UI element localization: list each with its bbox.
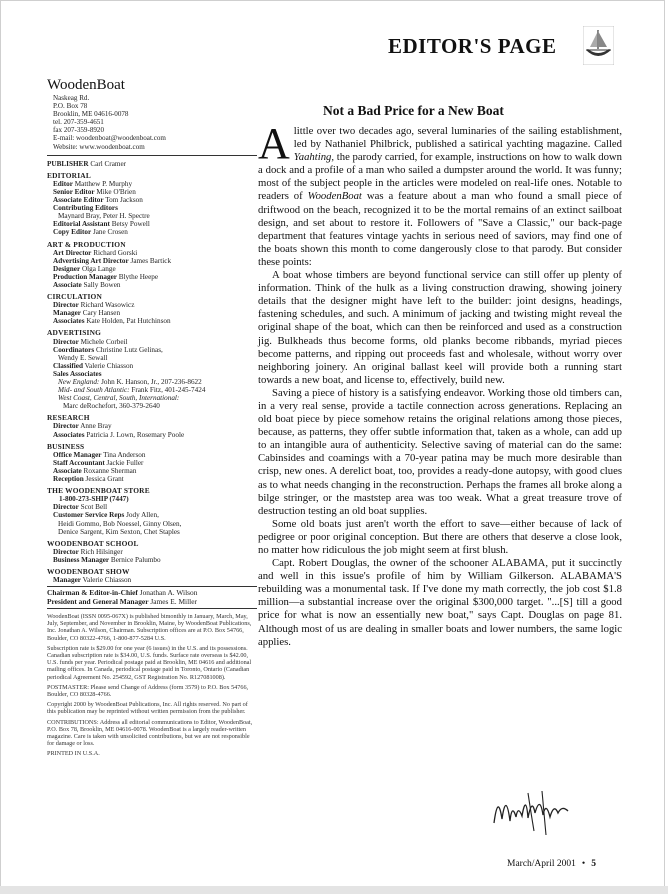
staff-name: Betsy Powell	[111, 220, 150, 229]
role-label: Associates	[53, 430, 85, 439]
publisher-name: Carl Cramer	[90, 159, 127, 168]
advertising-heading: ADVERTISING	[47, 328, 102, 338]
address-line: fax 207-359-8920	[53, 126, 105, 135]
staff-name: Jackie Fuller	[106, 458, 144, 467]
staff-name: John K. Hanson, Jr., 207-236-8622	[101, 378, 202, 386]
role-label: Editorial Assistant	[53, 220, 110, 229]
staff-name: Valerie Chiasson	[82, 576, 132, 585]
staff-name: Jessica Grant	[85, 475, 124, 484]
role-label: Customer Service Reps	[53, 511, 125, 520]
staff-name: Bernice Palumbo	[110, 555, 161, 564]
address-line: Website: www.woodenboat.com	[53, 142, 145, 151]
page-footer	[507, 859, 596, 869]
printed-notice: PRINTED IN U.S.A.	[47, 750, 100, 758]
role-label: Editor	[53, 179, 73, 188]
address-line: tel. 207-359-4651	[53, 118, 104, 127]
staff-name: Anne Bray	[80, 422, 112, 431]
staff-name: James E. Miller	[150, 596, 197, 606]
staff-name: Olga Lange	[81, 264, 116, 273]
fine-print	[47, 613, 257, 758]
role-label: Business Manager	[53, 555, 110, 564]
masthead	[47, 77, 257, 761]
circulation-heading: CIRCULATION	[47, 292, 103, 302]
staff-name: Matthew P. Murphy	[74, 179, 133, 188]
role-label: Designer	[53, 264, 81, 273]
editorial-heading: EDITORIAL	[47, 170, 91, 180]
drop-cap: A	[258, 119, 290, 168]
store-phone: 1-800-273-SHIP (7447)	[59, 495, 129, 504]
paragraph: Some old boats just aren't worth the effort to save—either because of lack of pedigree or poor original conception. But there are others that deserve a close look, no matter how ridiculous the job might seem at first blush.	[258, 517, 622, 556]
page-number: 5	[591, 859, 596, 869]
article-body	[258, 119, 622, 649]
address-block	[47, 94, 257, 151]
show-heading: WOODENBOAT SHOW	[47, 566, 130, 576]
text-run: little over two decades ago, several luminaries of the sailing establishment, led by Nathaniel Philbrick, published a satirical yachting magazine. Called	[293, 125, 622, 151]
divider	[47, 155, 257, 156]
staff-name: Tom Jackson	[105, 196, 143, 205]
staff-name: Kate Holden, Pat Hutchinson	[86, 317, 171, 326]
subscription-notice: Subscription rate is $29.00 for one year (6 issues) in the U.S. and its possessions. Canadian subscription rate is $34.00, U.S. funds. Surface rate overseas is $42.00, U.S. funds per year. Periodical postage paid at Brooklin, ME 04616 and additional mailing offices. In Canada, periodical postage paid in Toronto, Ontario (Canadian periodical Agreement No. 254592, GST Registration No. R127081008).	[47, 644, 252, 681]
role-label: Copy Editor	[53, 228, 92, 237]
viewer-bottom-bar	[0, 886, 668, 894]
bullet: •	[581, 859, 586, 869]
role-label: Associates	[53, 317, 85, 326]
role-label: Advertising Art Director	[53, 256, 129, 265]
postmaster-notice: POSTMASTER: Please send Change of Address (form 3579) to P.O. Box 54766, Boulder, CO 80328-4766.	[47, 683, 249, 698]
paragraph	[258, 119, 622, 269]
role-label: Sales Associates	[53, 369, 102, 378]
role-label: Coordinators	[53, 345, 95, 354]
copyright-notice: Copyright 2000 by WoodenBoat Publications, Inc. All rights reserved. No part of this publication may be reprinted without written permission from the publisher.	[47, 701, 248, 716]
business-heading: BUSINESS	[47, 441, 85, 451]
staff-name: Michele Corbeil	[80, 337, 128, 346]
staff-name: Patricia J. Lown, Rosemary Poole	[86, 430, 185, 439]
role-label: Reception	[53, 475, 84, 484]
text-run: the parody carried, for example, instructions on how to walk down a dock and a profile of a man who sailed a dumpster around the world. It was funny; most of the subject people in the articles were modeled on real-life ones. Notable to readers of	[258, 151, 622, 203]
staff-name: Roxanne Sherman	[83, 466, 137, 475]
role-label: Senior Editor	[53, 187, 95, 196]
article-title: Not a Bad Price for a New Boat	[323, 103, 504, 118]
role-label: Director	[53, 422, 79, 431]
staff-name: Jane Crosen	[92, 228, 128, 237]
staff-name: Marc deRochefort, 360-379-2640	[63, 402, 160, 411]
role-label: President and General Manager	[47, 596, 149, 606]
brand-name: WoodenBoat	[47, 77, 125, 93]
publisher-line	[47, 160, 257, 168]
staff-name: Heidi Gommo, Bob Noessel, Ginny Olsen,	[58, 519, 182, 528]
staff-name: Tina Anderson	[103, 450, 146, 459]
staff-name: Mike O'Brien	[96, 187, 136, 196]
text-run: was a feature about a man who found a small piece of driftwood on the beach, recognized it to be the mortal remains of an extinct sailboat design, and set about to restore it. Followers of "Save a Classic," our back-page department that features vintage yachts in serious need of saviors, may find one of the boats shown this month to come dangerously close to that parody. But consider these points:	[258, 190, 622, 268]
staff-name: Wendy E. Sewall	[58, 353, 108, 362]
publication-notice: WoodenBoat (ISSN 0095-067X) is published bimonthly in January, March, May, July, September, and November in Brooklin, Maine, by WoodenBoat Publications, Inc. Jonathan A. Wilson, Chairman. Subscription offices are at P.O. Box 54766, Boulder, CO 80322-4766, 1-800-877-5284 U.S.	[47, 612, 252, 642]
address-line: P.O. Box 78	[53, 102, 88, 111]
region-label: West Coast, Central, South, International:	[58, 394, 180, 403]
store-heading: THE WOODENBOAT STORE	[47, 486, 150, 496]
role-label: Associate Editor	[53, 196, 104, 205]
address-line: Naskeag Rd.	[53, 94, 90, 102]
role-label: Manager	[53, 576, 81, 585]
role-label: Manager	[53, 309, 81, 318]
staff-name: Richard Gorski	[93, 248, 138, 257]
staff-name: Frank Fitz, 401-245-7424	[131, 386, 206, 395]
issue-date: March/April 2001	[507, 859, 576, 869]
staff-name: Christine Lutz Gelinas,	[95, 345, 163, 354]
role-label: Chairman & Editor-in-Chief	[47, 588, 138, 598]
paragraph: Saving a piece of history is a satisfying endeavor. Working those old timbers can, in a very real sense, provide a tactile connection across generations. Replacing an old boat piece by piece somehow retains the original relations among those pieces, because, as patterns, they offer subtle information that, taken as a whole, can add up to an intangible aura of authenticity. Selective saving of material can do the same: Cabinsides and coamings with a 70-year patina may be much more desirable than crisp, new ones. A derelict boat, too, provides a ready-done autopsy, with good clues as to what needs changing in the reconstruction. Perhaps the frames all broke along a bilge stringer, or the maststep area was too weak. What a great treasure trove of destruction testing an old boat supplies.	[258, 386, 622, 517]
role-label: Art Director	[53, 248, 92, 257]
region-label: Mid- and South Atlantic:	[58, 386, 130, 395]
staff-name: Cary Hansen	[82, 309, 121, 318]
staff-name: Richard Wasowicz	[80, 301, 135, 310]
staff-name: James Bartick	[130, 256, 172, 265]
role-label: Associate	[53, 280, 82, 289]
research-heading: RESEARCH	[47, 413, 90, 423]
role-label: Contributing Editors	[53, 204, 118, 213]
staff-name: Sally Bowen	[83, 280, 121, 289]
region-label: New England:	[58, 378, 100, 386]
sailboat-hull-icon	[583, 26, 614, 65]
contributions-notice: CONTRIBUTIONS: Address all editorial communications to Editor, WoodenBoat, P.O. Box 78, Brooklin, ME 04616-0078. WoodenBoat is a largely reader-written magazine. Care is taken with unsolicited contributions, but we are not responsible for damage or loss.	[47, 718, 253, 748]
role-label: Associate	[53, 466, 82, 475]
paragraph: A boat whose timbers are beyond functional service can still offer up plenty of information. Think of the hulk as a living construction drawing, showing joinery details that the designer might have left to the builder: joint designs, headings, fastening schedules, and such. A minimum of jacking and twisting might reveal the original shape of the boat, which can then be reinforced and used as a construction jig. Bulkheads thus become forms, old planks become ribbands, myriad pieces become patterns, and ripping out proceeds fast and wholesale, without worry over neighboring joinery. An original ballast keel will provide both a running start towards a new boat, and license to, effectively, build new.	[258, 269, 622, 386]
publisher-label: PUBLISHER	[47, 159, 89, 168]
staff-name: Rich Hilsinger	[80, 547, 123, 556]
role-label: Director	[53, 337, 79, 346]
address-line: E-mail: woodenboat@woodenboat.com	[53, 134, 166, 143]
staff-name: Blythe Heepe	[118, 272, 159, 281]
role-label: Classified	[53, 361, 83, 370]
staff-name: Scot Bell	[80, 503, 108, 512]
staff-name: Valerie Chiasson	[84, 361, 134, 370]
role-label: Director	[53, 301, 79, 310]
role-label: Director	[53, 503, 79, 512]
paragraph: Capt. Robert Douglas, the owner of the schooner ALABAMA, put it succinctly and well in this issue's profile of him by William Gilkerson. ALABAMA'S rebuilding was a monumental task. If I've done my math correctly, the job cost $1.8 million—a substantial increase over the original $300,000 target. "...[S] till a good price for what is now an essentially new boat," says Capt. Douglas on page 81. Although most of us are dealing in smaller boats and lower numbers, the same logic applies.	[258, 557, 622, 648]
role-label: Production Manager	[53, 272, 117, 281]
editor-signature	[488, 783, 574, 839]
staff-name: Jody Allen,	[126, 511, 159, 520]
chairman-block	[47, 586, 257, 606]
role-label: Staff Accountant	[53, 458, 105, 467]
role-label: Director	[53, 547, 79, 556]
section-title: EDITOR'S PAGE	[388, 34, 557, 58]
school-heading: WOODENBOAT SCHOOL	[47, 538, 139, 548]
staff-name: Jonathan A. Wilson	[139, 588, 198, 598]
address-line: Brooklin, ME 04616-0078	[53, 110, 129, 119]
art-heading: ART & PRODUCTION	[47, 239, 126, 249]
staff-name: Denice Sargent, Kim Sexton, Chet Staples	[58, 527, 180, 536]
divider	[47, 608, 257, 609]
role-label: Office Manager	[53, 450, 102, 459]
text-run: Yaahting,	[293, 151, 335, 164]
text-run: WoodenBoat	[307, 190, 362, 203]
staff-name: Maynard Bray, Peter H. Spectre	[58, 212, 150, 221]
